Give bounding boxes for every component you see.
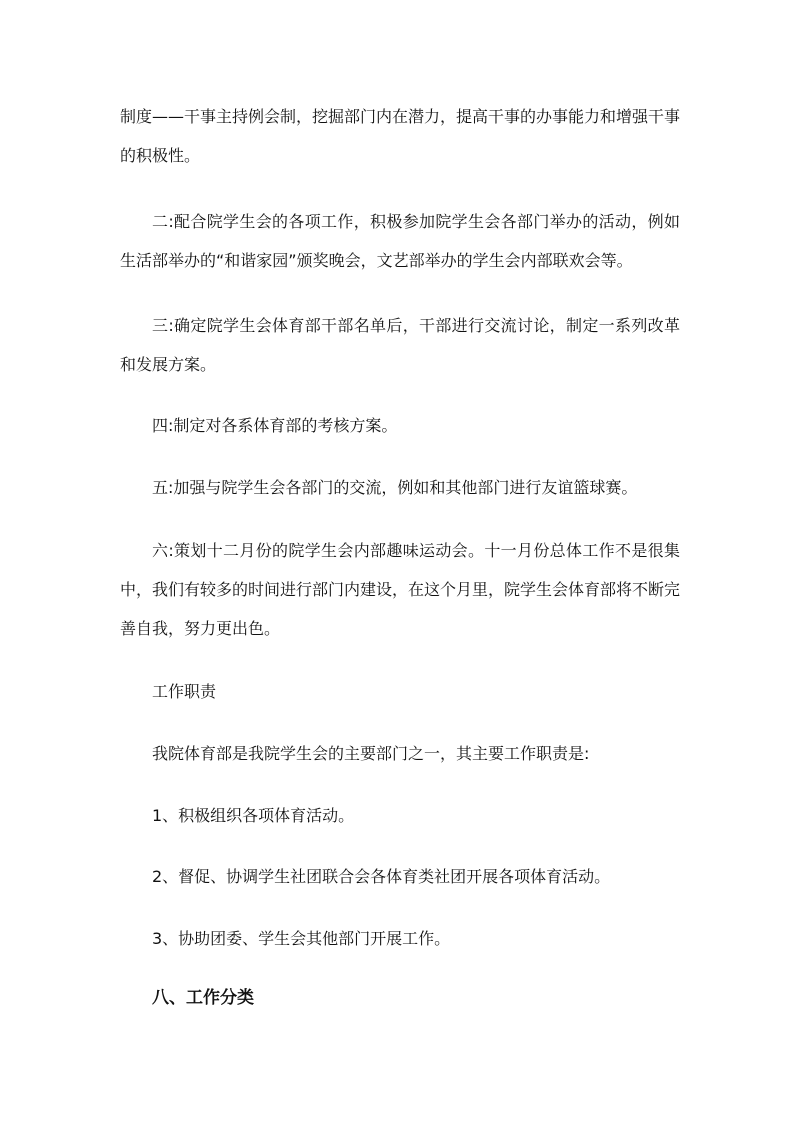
paragraph-item-3: 三:确定院学生会体育部干部名单后，干部进行交流讨论，制定一系列改革和发展方案。 (120, 316, 680, 374)
paragraph-system: 制度——干事主持例会制，挖掘部门内在潜力，提高干事的办事能力和增强干事的积极性。 (120, 107, 681, 165)
list-item-1: 1、积极组织各项体育活动。 (152, 806, 355, 825)
list-item-2: 2、督促、协调学生社团联合会各体育类社团开展各项体育活动。 (152, 867, 611, 886)
paragraph-duties-intro: 我院体育部是我院学生会的主要部门之一，其主要工作职责是: (152, 744, 590, 763)
subheading-job-duties: 工作职责 (152, 682, 217, 701)
section-heading: 八、工作分类 (152, 988, 254, 1008)
paragraph-item-2: 二:配合院学生会的各项工作，积极参加院学生会各部门举办的活动，例如生活部举办的“和谐家园”颁奖晚会，文艺部举办的学生会内部联欢会等。 (120, 212, 680, 270)
paragraph-item-6: 六:策划十二月份的院学生会内部趣味运动会。十一月份总体工作不是很集中，我们有较多的时间进行部门内建设，在这个月里，院学生会体育部将不断完善自我，努力更出色。 (120, 541, 681, 638)
list-item-3: 3、协助团委、学生会其他部门开展工作。 (152, 929, 451, 948)
paragraph-item-5: 五:加强与院学生会各部门的交流，例如和其他部门进行友谊篮球赛。 (152, 478, 638, 497)
paragraph-item-4: 四:制定对各系体育部的考核方案。 (152, 416, 398, 435)
